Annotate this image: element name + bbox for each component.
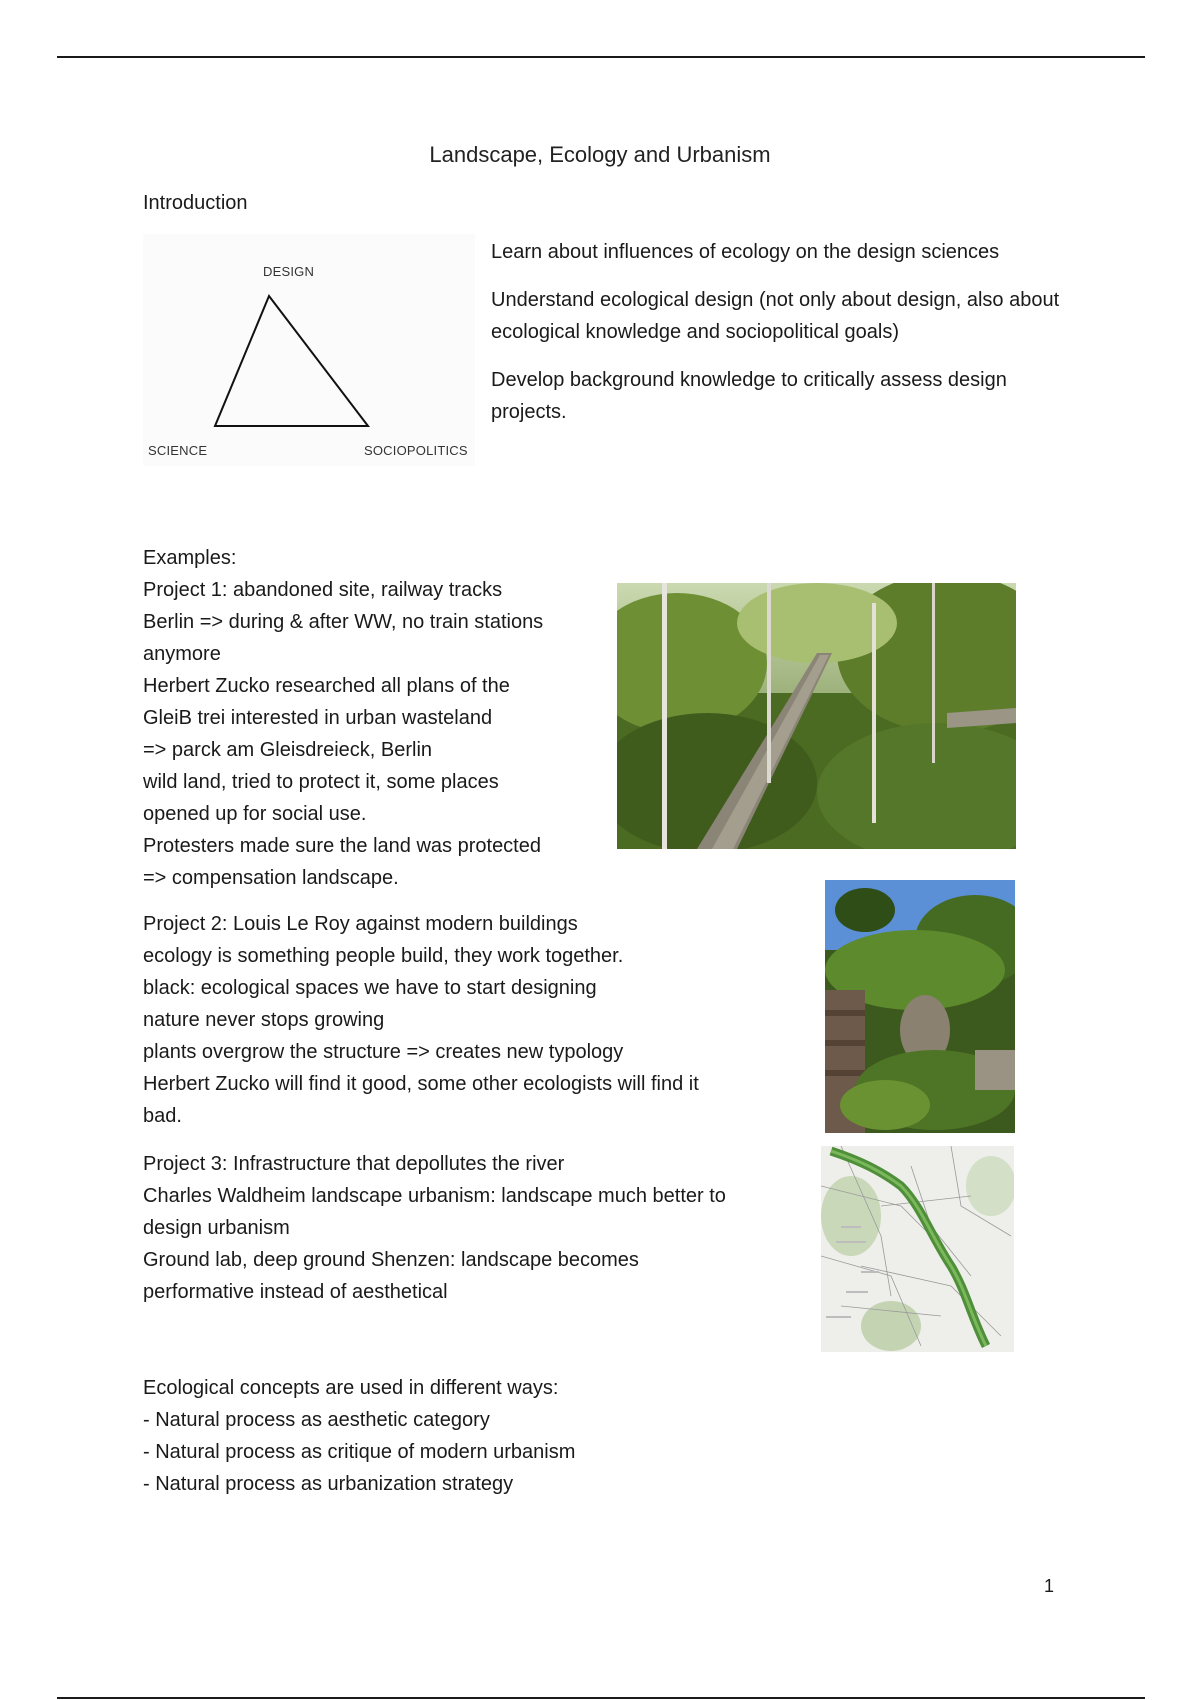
intro-point: Develop background knowledge to critically assess design projects. <box>491 369 1007 423</box>
text-line: Herbert Zucko researched all plans of the <box>143 675 510 697</box>
text-line: Protesters made sure the land was protected <box>143 835 541 857</box>
text-line: bad. <box>143 1105 182 1127</box>
overgrown-structure-photo <box>825 880 1015 1133</box>
examples-heading: Examples: <box>143 547 237 569</box>
project-2-text <box>143 908 699 1132</box>
concept-item: - Natural process as urbanization strategy <box>143 1473 514 1495</box>
text-line: design urbanism <box>143 1217 290 1239</box>
document-title: Landscape, Ecology and Urbanism <box>429 142 771 167</box>
top-rule <box>57 56 1145 58</box>
text-line: black: ecological spaces we have to start designing <box>143 977 597 999</box>
text-line: Project 2: Louis Le Roy against modern buildings <box>143 913 578 935</box>
text-line: wild land, tried to protect it, some places <box>143 771 499 793</box>
text-line: Ground lab, deep ground Shenzen: landscape becomes <box>143 1249 639 1271</box>
concept-item: - Natural process as critique of modern urbanism <box>143 1441 576 1463</box>
text-line: performative instead of aesthetical <box>143 1281 448 1303</box>
text-line: => parck am Gleisdreieck, Berlin <box>143 739 433 761</box>
ecological-concepts-list <box>143 1372 575 1500</box>
intro-point: Understand ecological design (not only about design, also about ecological knowledge and sociopolitical goals) <box>491 289 1060 343</box>
text-line: nature never stops growing <box>143 1009 385 1031</box>
page-number: 1 <box>1044 1576 1055 1596</box>
concept-item: - Natural process as aesthetic category <box>143 1409 490 1431</box>
diagram-label-science: SCIENCE <box>148 443 208 458</box>
text-line: Berlin => during & after WW, no train stations <box>143 611 544 633</box>
river-map-image <box>821 1146 1014 1352</box>
text-line: opened up for social use. <box>143 803 367 825</box>
project-3-text <box>143 1148 726 1308</box>
text-line: plants overgrow the structure => creates new typology <box>143 1041 624 1063</box>
text-line: ecology is something people build, they work together. <box>143 945 624 967</box>
boardwalk-forest-photo <box>617 583 1016 849</box>
text-line: anymore <box>143 643 221 665</box>
diagram-label-design: DESIGN <box>263 264 315 279</box>
text-line: GleiB trei interested in urban wasteland <box>143 707 493 729</box>
text-line: Charles Waldheim landscape urbanism: landscape much better to <box>143 1185 726 1207</box>
intro-point: Learn about influences of ecology on the design sciences <box>491 241 1000 263</box>
project-1-text <box>143 542 543 894</box>
introduction-heading: Introduction <box>143 192 248 214</box>
text-line: Project 1: abandoned site, railway tracks <box>143 579 503 601</box>
bottom-rule <box>57 1697 1145 1699</box>
design-science-sociopolitics-diagram <box>143 234 475 466</box>
text-line: Project 3: Infrastructure that depollutes the river <box>143 1153 565 1175</box>
text-line: => compensation landscape. <box>143 867 399 889</box>
concepts-heading: Ecological concepts are used in different ways: <box>143 1377 559 1399</box>
text-line: Herbert Zucko will find it good, some other ecologists will find it <box>143 1073 699 1095</box>
diagram-label-sociopolitics: SOCIOPOLITICS <box>364 443 468 458</box>
introduction-points <box>491 236 1071 444</box>
